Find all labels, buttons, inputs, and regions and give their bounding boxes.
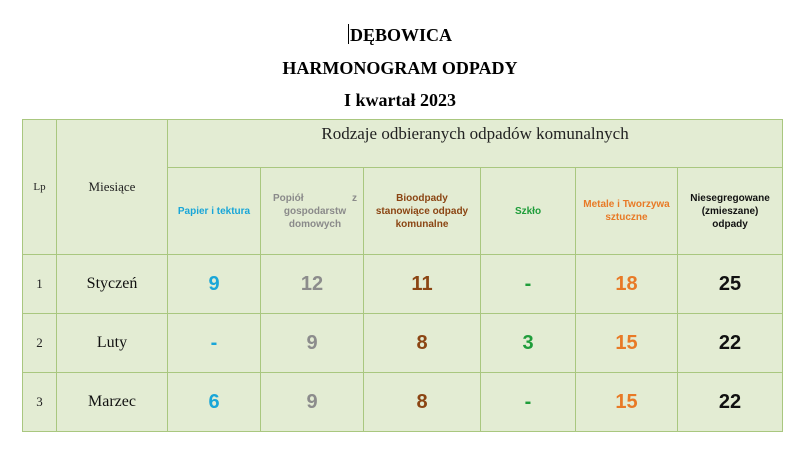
popiol-line-2: gospodarstw domowych	[283, 205, 347, 230]
schedule-table	[22, 119, 783, 432]
popiol-z: z	[352, 192, 357, 204]
cell-metale: 18	[576, 255, 678, 314]
cell-papier: 6	[168, 373, 261, 432]
col-header-papier: Papier i tektura	[168, 168, 261, 255]
cell-metale: 15	[576, 314, 678, 373]
col-header-bio: Bioodpady stanowiące odpady komunalne	[364, 168, 481, 255]
table-row	[23, 255, 783, 314]
cell-niesegregowane: 22	[678, 314, 783, 373]
cell-popiol: 12	[261, 255, 364, 314]
col-header-niesegregowane: Niesegregowane (zmieszane) odpady	[678, 168, 783, 255]
col-header-popiol	[261, 168, 364, 255]
cell-papier: 9	[168, 255, 261, 314]
month-header: Miesiące	[57, 120, 168, 255]
text-cursor	[348, 24, 349, 44]
cell-bio: 8	[364, 373, 481, 432]
row-month: Styczeń	[57, 255, 168, 314]
popiol-line-1	[273, 192, 357, 205]
cell-szklo: -	[481, 255, 576, 314]
title-line-1	[0, 24, 800, 46]
table-row	[23, 373, 783, 432]
table-row	[23, 314, 783, 373]
row-lp: 1	[23, 255, 57, 314]
cell-papier: -	[168, 314, 261, 373]
row-month: Marzec	[57, 373, 168, 432]
row-month: Luty	[57, 314, 168, 373]
lp-header: Lp	[23, 120, 57, 255]
header-row-1	[23, 120, 783, 168]
col-header-metale: Metale i Tworzywa sztuczne	[576, 168, 678, 255]
title-line-3: I kwartał 2023	[344, 90, 456, 110]
row-lp: 3	[23, 373, 57, 432]
cell-szklo: 3	[481, 314, 576, 373]
col-header-szklo: Szkło	[481, 168, 576, 255]
cell-popiol: 9	[261, 373, 364, 432]
waste-types-header: Rodzaje odbieranych odpadów komunalnych	[168, 120, 783, 168]
row-lp: 2	[23, 314, 57, 373]
cell-bio: 8	[364, 314, 481, 373]
cell-popiol: 9	[261, 314, 364, 373]
cell-metale: 15	[576, 373, 678, 432]
cell-szklo: -	[481, 373, 576, 432]
popiol-word: Popiół	[273, 192, 304, 204]
title-village: DĘBOWICA	[349, 25, 452, 45]
cell-niesegregowane: 25	[678, 255, 783, 314]
cell-bio: 11	[364, 255, 481, 314]
title-line-2: HARMONOGRAM ODPADY	[282, 58, 518, 78]
cell-niesegregowane: 22	[678, 373, 783, 432]
